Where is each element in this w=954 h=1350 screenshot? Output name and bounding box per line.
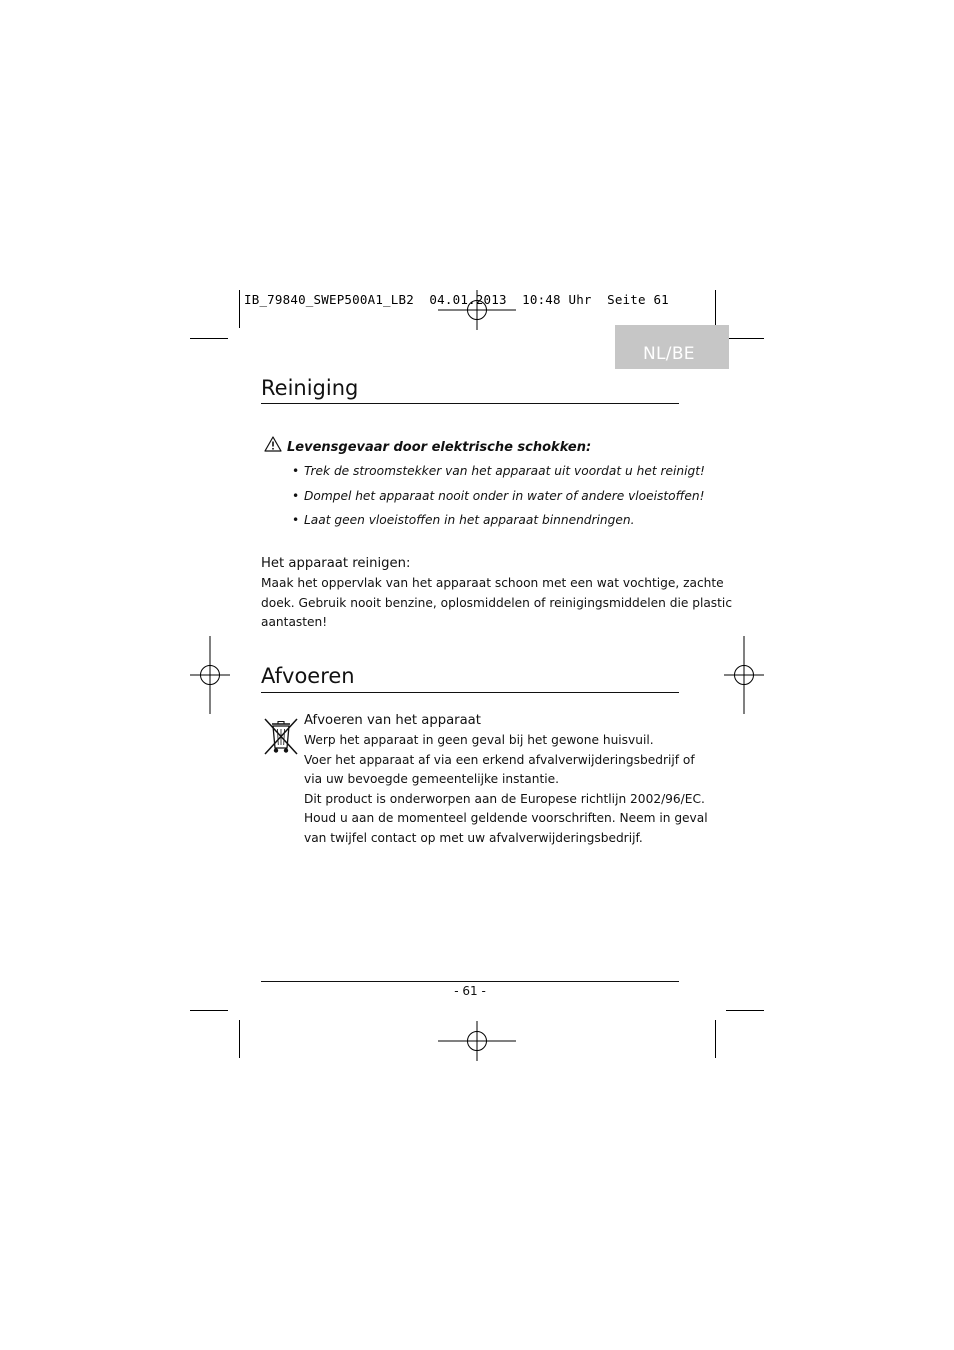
- print-slug-line: IB_79840_SWEP500A1_LB2 04.01.2013 10:48 Uhr Seite 61: [244, 292, 669, 307]
- warning-item-text: Laat geen vloeistoffen in het apparaat binnendringen.: [304, 513, 635, 527]
- body-line: Voer het apparaat af via een erkend afvalverwijderingsbedrijf of: [304, 752, 695, 767]
- warning-item-text: Dompel het apparaat nooit onder in water of andere vloeistoffen!: [304, 488, 705, 503]
- language-tab: [615, 325, 729, 369]
- body-line: via uw bevoegde gemeentelijke instantie.: [304, 772, 559, 786]
- language-tab-label: NL/BE: [643, 344, 695, 364]
- registration-mark-bottom: [438, 1021, 516, 1061]
- cleaning-body: [261, 574, 732, 633]
- disposal-body: [304, 731, 708, 848]
- warning-triangle-icon: [264, 436, 282, 452]
- warning-list-item: • Dompel het apparaat nooit onder in water of andere vloeistoffen!: [292, 488, 705, 503]
- body-line: Maak het oppervlak van het apparaat schoon met een wat vochtige, zachte: [261, 576, 724, 590]
- warning-list: [292, 463, 705, 537]
- warning-list-item: • Trek de stroomstekker van het apparaat uit voordat u het reinigt!: [292, 464, 705, 478]
- warning-item-text: Trek de stroomstekker van het apparaat uit voordat u het reinigt!: [304, 464, 705, 478]
- registration-mark-left: [190, 636, 230, 714]
- body-line: Houd u aan de momenteel geldende voorschriften. Neem in geval: [304, 811, 708, 825]
- registration-mark-right: [724, 636, 764, 714]
- subheading-disposal: Afvoeren van het apparaat: [304, 713, 481, 728]
- footer-rule: [261, 981, 679, 982]
- section-heading-cleaning: Reiniging: [261, 376, 359, 400]
- body-line: doek. Gebruik nooit benzine, oplosmiddelen of reinigingsmiddelen die plastic: [261, 595, 733, 610]
- section-rule-cleaning: [261, 403, 679, 404]
- section-heading-disposal: Afvoeren: [261, 664, 355, 688]
- warning-title: Levensgevaar door elektrische schokken:: [287, 440, 592, 455]
- warning-list-item: • Laat geen vloeistoffen in het apparaat binnendringen.: [292, 513, 635, 527]
- page-number: - 61 -: [454, 984, 486, 998]
- subheading-cleaning: Het apparaat reinigen:: [261, 556, 411, 571]
- body-line: van twijfel contact op met uw afvalverwijderingsbedrijf.: [304, 830, 643, 845]
- section-rule-disposal: [261, 692, 679, 693]
- body-line: Dit product is onderworpen aan de Europese richtlijn 2002/96/EC.: [304, 791, 705, 806]
- body-line: aantasten!: [261, 615, 328, 629]
- crossed-out-wheelie-bin-icon: [262, 716, 300, 756]
- body-line: Werp het apparaat in geen geval bij het gewone huisvuil.: [304, 733, 654, 747]
